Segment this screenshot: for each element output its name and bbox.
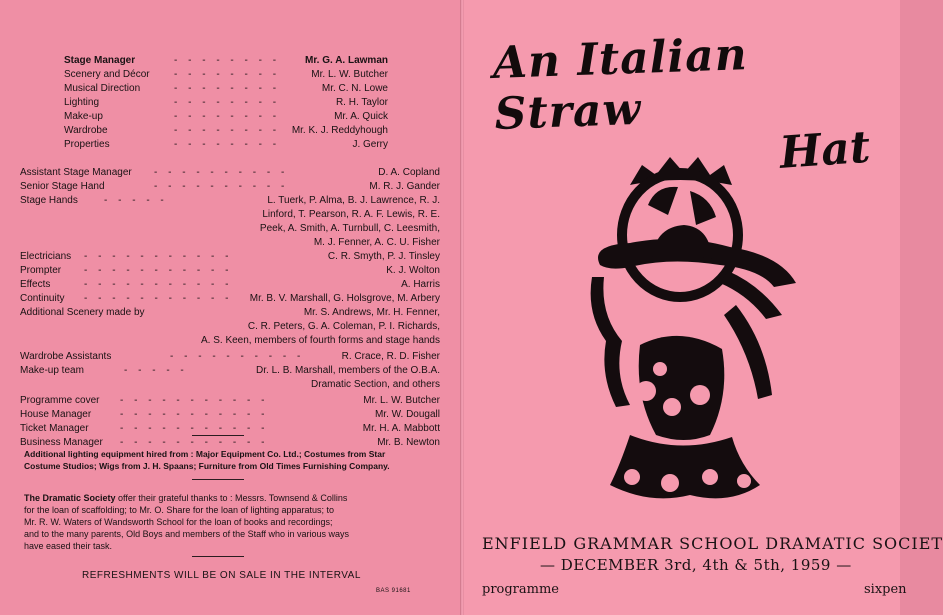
cover-title-line2: Hat <box>778 121 872 179</box>
role: Electricians <box>20 251 72 262</box>
role: Wardrobe <box>64 125 108 136</box>
leader-dots: - - - - - - - - <box>174 139 281 150</box>
credit-row <box>20 180 440 194</box>
hat-crown <box>652 225 712 259</box>
stage-hands-names <box>260 194 440 250</box>
role: Wardrobe Assistants <box>20 351 112 362</box>
equipment-note-line1: Additional lighting equipment hired from : Major Equipment Co. Ltd.; Costumes from Star <box>24 449 386 459</box>
credit-row <box>64 82 388 96</box>
name: M. R. J. Gander <box>369 181 440 192</box>
name-line: Linford, T. Pearson, R. A. F. Lewis, R. E. <box>262 209 440 220</box>
flower <box>737 474 751 488</box>
name-line: L. Tuerk, P. Alma, B. J. Lawrence, R. J. <box>267 195 440 206</box>
thanks-line: have eased their task. <box>24 541 113 551</box>
role: Business Manager <box>20 437 103 448</box>
role: Musical Direction <box>64 83 141 94</box>
credit-row <box>20 394 440 408</box>
leader-dots: - - - - - - - - <box>174 111 281 122</box>
makeup-names <box>256 364 440 392</box>
leader-dots: - - - - - - - - - - - <box>120 395 269 406</box>
credit-row <box>20 250 440 264</box>
credit-row <box>64 110 388 124</box>
role: Senior Stage Hand <box>20 181 105 192</box>
divider <box>192 435 244 436</box>
thanks-line: Mr. R. W. Waters of Wandsworth School for the loan of books and recordings; <box>24 517 333 527</box>
mirror-shading <box>648 187 716 225</box>
name-line: Peek, A. Smith, A. Turnbull, C. Leesmith, <box>259 223 440 234</box>
credit-row <box>20 422 440 436</box>
leader-dots: - - - - - <box>104 195 168 206</box>
credit-row <box>20 292 440 306</box>
additional-scenery-entry <box>20 306 440 348</box>
crew-main-group <box>20 166 440 194</box>
cover-title-line1: An Italian Straw <box>492 29 749 140</box>
name-line: Mr. S. Andrews, Mr. H. Fenner, <box>303 307 440 318</box>
flower <box>653 362 667 376</box>
name: Mr. G. A. Lawman <box>305 55 388 66</box>
flower <box>663 398 681 416</box>
leader-dots: - - - - - - - - - - - <box>84 293 233 304</box>
woodcut-illustration <box>560 145 810 525</box>
role: Effects <box>20 279 51 290</box>
makeup-team-entry <box>20 364 440 392</box>
credit-row <box>20 264 440 278</box>
leader-dots: - - - - - - - - - - - <box>120 423 269 434</box>
thanks-line: offer their grateful thanks to : Messrs. Townsend & Collins <box>115 493 348 503</box>
equipment-note-line2: Costume Studios; Wigs from J. H. Spaans; Furniture from Old Times Furnishing Company. <box>24 461 390 471</box>
leader-dots: - - - - - - - - <box>174 97 281 108</box>
credit-row <box>20 166 440 180</box>
thanks-line: for the loan of scaffolding; to Mr. O. Share for the loan of lighting apparatus; to <box>24 505 335 515</box>
credit-row <box>64 68 388 82</box>
name: R. H. Taylor <box>335 97 388 108</box>
name: J. Gerry <box>352 139 388 150</box>
credit-row <box>64 138 388 152</box>
role: Prompter <box>20 265 62 276</box>
name: C. R. Smyth, P. J. Tinsley <box>327 251 440 262</box>
credit-row <box>20 278 440 292</box>
name: Mr. A. Quick <box>334 111 388 122</box>
leader-dots: - - - - - - - - <box>174 55 281 66</box>
thanks-paragraph <box>24 492 434 552</box>
refreshments-notice: REFRESHMENTS WILL BE ON SALE IN THE INTERVAL <box>82 570 361 581</box>
role: Additional Scenery made by <box>20 307 145 318</box>
school-name: ENFIELD GRAMMAR SCHOOL DRAMATIC SOCIET <box>482 534 943 553</box>
role: Ticket Manager <box>20 423 89 434</box>
divider <box>192 479 244 480</box>
leader-dots: - - - - - - - - - - - <box>84 251 233 262</box>
name: Mr. K. J. Reddyhough <box>291 125 388 136</box>
role: Continuity <box>20 293 65 304</box>
right-arm <box>724 305 772 399</box>
credit-row <box>64 124 388 138</box>
credit-row <box>64 54 388 68</box>
name: Mr. L. W. Butcher <box>311 69 388 80</box>
thanks-line: and to the many parents, Old Boys and members of the Staff who in various ways <box>24 529 350 539</box>
scenery-names <box>201 306 440 348</box>
programme-label: programme <box>482 582 559 597</box>
name: K. J. Wolton <box>386 265 440 276</box>
name-line: Dr. L. B. Marshall, members of the O.B.A. <box>256 365 440 376</box>
name: Mr. C. N. Lowe <box>321 83 388 94</box>
role: Properties <box>64 139 110 150</box>
leader-dots: - - - - - - - - - - <box>170 351 305 362</box>
role: Stage Hands <box>20 195 78 206</box>
role: Scenery and Décor <box>64 69 150 80</box>
flower <box>702 469 718 485</box>
leader-dots: - - - - - - - - - - - <box>84 265 233 276</box>
name-line: C. R. Peters, G. A. Coleman, P. I. Richards, <box>247 321 440 332</box>
name: Mr. W. Dougall <box>374 409 440 420</box>
credit-row <box>20 408 440 422</box>
leader-dots: - - - - - - - - - - <box>154 167 289 178</box>
role: Assistant Stage Manager <box>20 167 132 178</box>
name-line: Dramatic Section, and others <box>311 379 440 390</box>
crew-mid-group <box>20 250 440 306</box>
performance-dates: — DECEMBER 3rd, 4th & 5th, 1959 — <box>540 556 852 574</box>
crew-bottom-group <box>20 394 440 450</box>
flower <box>636 381 656 401</box>
wardrobe-assistants-row <box>20 350 440 364</box>
name: R. Crace, R. D. Fisher <box>341 351 440 362</box>
leader-dots: - - - - - - - - <box>174 125 281 136</box>
role: Lighting <box>64 97 100 108</box>
divider <box>192 556 244 557</box>
flower <box>624 469 640 485</box>
leader-dots: - - - - - - - - - - - <box>120 409 269 420</box>
role: Stage Manager <box>64 55 136 66</box>
stage-hands-entry <box>20 194 440 250</box>
name: Mr. B. Newton <box>377 437 440 448</box>
leader-dots: - - - - - - - - - - - <box>84 279 233 290</box>
credit-row <box>64 96 388 110</box>
thanks-lead: The Dramatic Society <box>24 493 116 503</box>
name: Mr. H. A. Mabbott <box>362 423 440 434</box>
name-line: M. J. Fenner, A. C. U. Fisher <box>313 237 440 248</box>
name: D. A. Copland <box>378 167 440 178</box>
role: Make-up team <box>20 365 84 376</box>
flower <box>661 474 679 492</box>
printer-code: BAS 91681 <box>376 588 411 594</box>
name: Mr. L. W. Butcher <box>363 395 440 406</box>
left-arm <box>591 277 630 407</box>
leader-dots: - - - - - - - - <box>174 69 281 80</box>
name: A. Harris <box>401 279 440 290</box>
role: Make-up <box>64 111 103 122</box>
price-label: sixpen <box>864 582 907 597</box>
role: Programme cover <box>20 395 100 406</box>
role: House Manager <box>20 409 92 420</box>
flower <box>690 385 710 405</box>
name: Mr. B. V. Marshall, G. Holsgrove, M. Arbery <box>249 293 440 304</box>
crew-top-group <box>64 54 388 152</box>
leader-dots: - - - - - <box>124 365 188 376</box>
credits-list <box>20 54 440 450</box>
name-line: A. S. Keen, members of fourth forms and stage hands <box>200 335 440 346</box>
base-pedestal <box>610 435 760 498</box>
leader-dots: - - - - - - - - - - - <box>120 437 269 448</box>
leader-dots: - - - - - - - - - - <box>154 181 289 192</box>
leader-dots: - - - - - - - - <box>174 83 281 94</box>
